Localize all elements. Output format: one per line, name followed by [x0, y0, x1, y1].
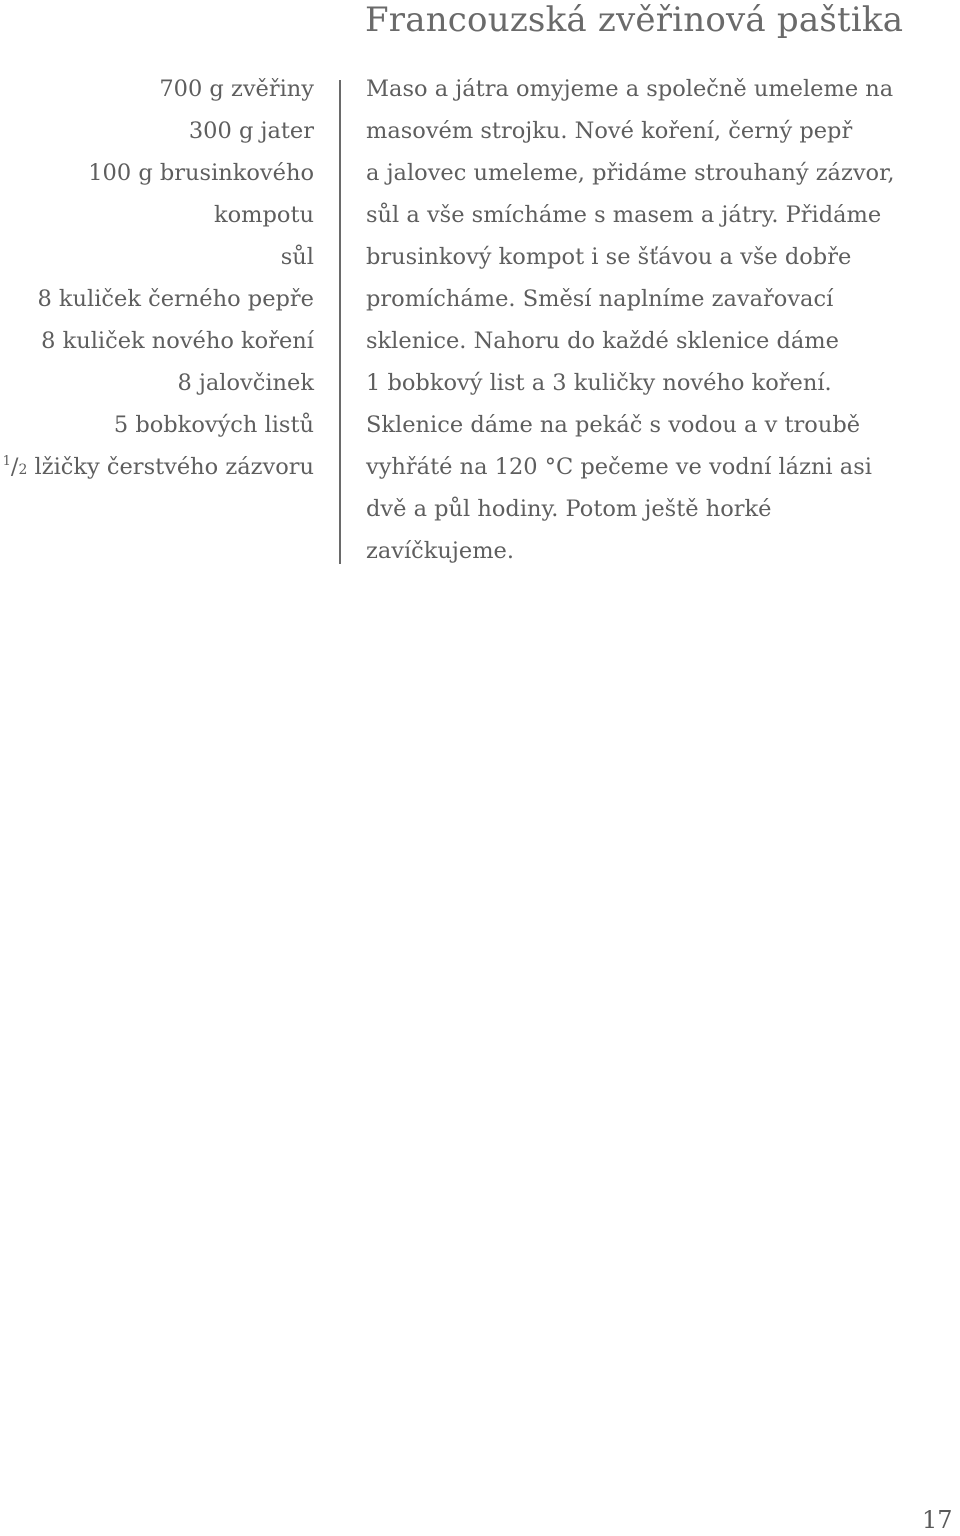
ingredient-item: 8 kuliček nového koření — [41, 328, 314, 354]
instruction-line: Sklenice dáme na pekáč s vodou a v troubě — [366, 412, 861, 438]
ingredient-item: 700 g zvěřiny — [159, 76, 314, 102]
instruction-line: brusinkový kompot i se šťávou a vše dobře — [366, 244, 852, 270]
ingredient-text: lžičky čerstvého zázvoru — [34, 454, 314, 480]
ingredient-item: 100 g brusinkového — [88, 160, 314, 186]
recipe-title: Francouzská zvěřinová paštika — [365, 0, 904, 40]
recipe-instructions — [366, 68, 960, 572]
ingredient-item: 8 jalovčinek — [177, 370, 314, 396]
instruction-line: vyhřáté na 120 °C pečeme ve vodní lázni asi — [366, 454, 872, 480]
ingredient-item-ginger: $^1$/2 lžičky čerstvého zázvoru — [2, 454, 314, 480]
instruction-line: 1 bobkový list a 3 kuličky nového koření. — [366, 370, 832, 396]
column-divider — [339, 80, 341, 564]
ingredient-list — [0, 68, 314, 488]
instruction-line: dvě a půl hodiny. Potom ještě horké — [366, 496, 772, 522]
instruction-line: Maso a játra omyjeme a společně umeleme na — [366, 76, 894, 102]
ingredient-item: 300 g jater — [188, 118, 314, 144]
page-number: 17 — [922, 1506, 953, 1534]
instruction-line: sklenice. Nahoru do každé sklenice dáme — [366, 328, 839, 354]
ingredient-item: 8 kuliček černého pepře — [37, 286, 314, 312]
fraction-numerator: 1 — [2, 454, 11, 469]
instruction-line: a jalovec umeleme, přidáme strouhaný zázvor, — [366, 160, 895, 186]
instruction-line: zavíčkujeme. — [366, 538, 514, 564]
ingredient-item: sůl — [280, 244, 314, 270]
fraction-denominator: 2 — [18, 462, 28, 478]
instruction-line: sůl a vše smícháme s masem a játry. Přidáme — [366, 202, 882, 228]
instruction-line: masovém strojku. Nové koření, černý pepř — [366, 118, 853, 144]
ingredient-item: 5 bobkových listů — [113, 412, 314, 438]
ingredient-item: kompotu — [214, 202, 314, 228]
instruction-line: promícháme. Směsí naplníme zavařovací — [366, 286, 834, 312]
